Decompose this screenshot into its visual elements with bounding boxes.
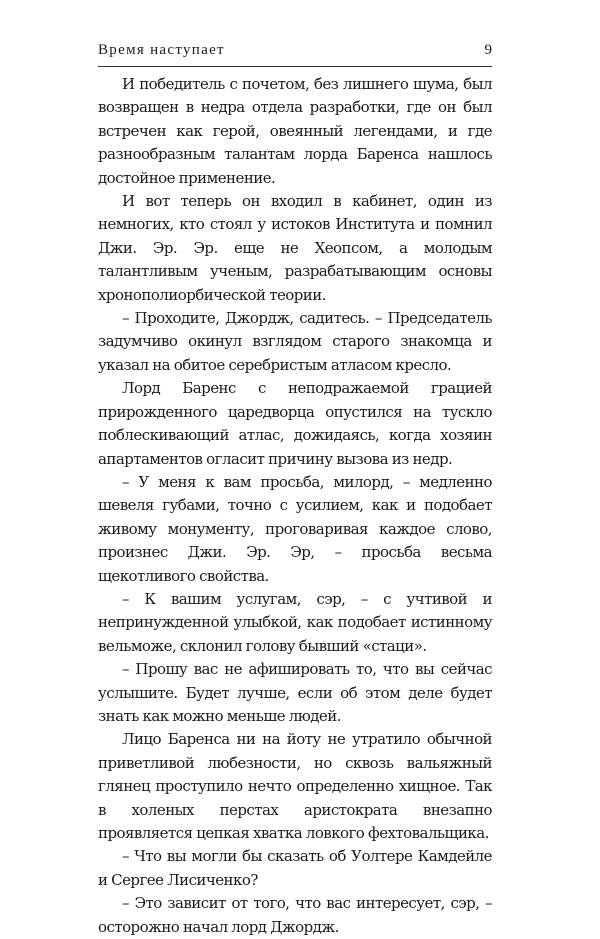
header-divider [98, 66, 492, 67]
paragraph-9: – Что вы могли бы сказать об Уолтере Камдейле и Сергее Лисиченко? [98, 847, 492, 889]
paragraph-10: – Это зависит от того, что вас интересует, сэр, – осторожно начал лорд Джордж. [98, 894, 492, 936]
paragraph-2: И вот теперь он входил в кабинет, один из немногих, кто стоял у истоков Института и помнил Джи. Эр. Эр. еще не Хеопсом, а молодым талантливым ученым, разрабатывающим основы хронополиорбической теории. [98, 192, 492, 304]
paragraph-4: Лорд Баренс с неподражаемой грацией прирожденного царедворца опустился на тускло поблескивающий атлас, дожидаясь, когда хозяин апартаментов огласит причину вызова из недр. [98, 379, 492, 468]
paragraph-6: – К вашим услугам, сэр, – с учтивой и непринужденной улыбкой, как подобает истинному вельможе, склонил голову бывший «стаци». [98, 589, 492, 655]
paragraph-3: – Проходите, Джордж, садитесь. – Председатель задумчиво окинул взглядом старого знакомца и указал на обитое серебристым атласом кресло. [98, 309, 492, 374]
paragraph-7: – Прошу вас не афишировать то, что вы сейчас услышите. Будет лучше, если об этом деле будет знать как можно меньше людей. [98, 660, 492, 725]
running-header [98, 41, 492, 63]
body-text [98, 73, 492, 939]
paragraph-8: Лицо Баренса ни на йоту не утратило обычной приветливой любезности, но сквозь вальяжный глянец проступило нечто определенно хищное. Так в холеных перстах аристократа внезапно проявляется цепкая хватка ловкого фехтовальщика. [98, 730, 492, 842]
paragraph-1: И победитель с почетом, без лишнего шума, был возвращен в недра отдела разработки, где он был встречен как герой, овеянный легендами, и где разнообразным талантам лорда Баренса нашлось достойное применение. [98, 75, 492, 187]
paragraph-5: – У меня к вам просьба, милорд, – медленно шевеля губами, точно с усилием, как и подобает живому монументу, проговаривая каждое слово, произнес Джи. Эр. Эр, – просьба весьма щекотливого свойства. [98, 472, 492, 585]
page-number: 9 [484, 42, 492, 58]
running-title: Время наступает [98, 42, 225, 58]
